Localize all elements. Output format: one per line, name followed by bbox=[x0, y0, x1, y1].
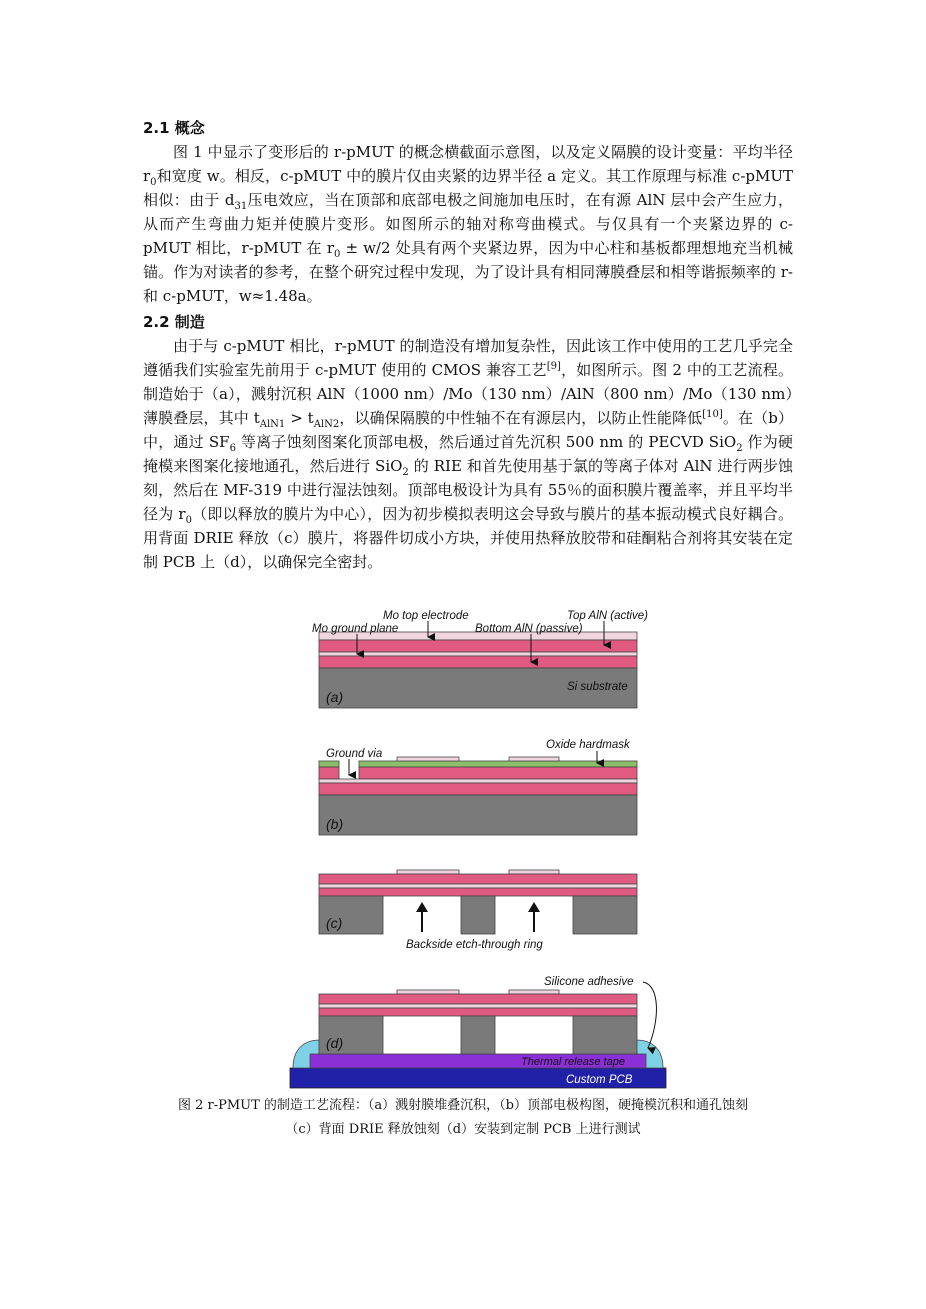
panel-b-label: (b) bbox=[326, 816, 344, 832]
process-flow-diagram bbox=[280, 600, 680, 1095]
bottom-aln-layer bbox=[319, 656, 637, 668]
bottom-aln-layer bbox=[319, 783, 637, 795]
section-2-1-paragraph: 图 1 中显示了变形后的 r-pMUT 的概念横截面示意图，以及定义隔膜的设计变量：平均半径 $r_0$和宽度 w。相反，c-pMUT 中的膜片仅由夹紧的边界半径 a 定义。其工作原理与标准 c-pMUT 相似：由于 $d_{31}$压电效应，当在顶部和底部电极之间施加电压时，在有源 AlN 层中会产生应力，从而产生弯曲力矩并使膜片变形。如图所示的轴对称弯曲模式。与仅具有一个夹紧边界的 c-pMUT 相比，r-pMUT 在 $r_0 \pm w/2$ 处具有两个夹紧边界，因为中心柱和基板都理想地充当机械锚。作为对读者的参考，在整个研究过程中发现，为了设计具有相同薄膜叠层和相等谐振频率的 r-和 c-pMUT，w≈1.48a。 bbox=[143, 143, 794, 305]
top-electrode-2 bbox=[509, 757, 559, 761]
section-2-1-heading: 2.1 概念 bbox=[143, 119, 205, 137]
oxide-hardmask-left bbox=[319, 761, 339, 767]
panel-d bbox=[290, 976, 666, 1088]
section-2-2-paragraph: 由于与 c-pMUT 相比，r-pMUT 的制造没有增加复杂性，因此该工作中使用的工艺几乎完全遵循我们实验室先前用于 c-pMUT 使用的 CMOS 兼容工艺[9]，如图所示。图 2 中的工艺流程。制造始于（a），溅射沉积 AlN（1000 nm）/Mo（130 nm）/AlN（800 nm）/Mo（130 nm）薄膜叠层，其中 $t_{AlN1} > t_{AlN2}$，以确保隔膜的中性轴不在有源层内，以防止性能降低[10]。在（b）中，通过 $SF_6$ 等离子蚀刻图案化顶部电极，然后通过首先沉积 500 nm 的 PECVD SiO$_2$ 作为硬掩模来图案化接地通孔，然后进行 SiO$_2$ 的 RIE 和首先使用基于氯的等离子体对 AlN 进行两步蚀刻，然后在 MF-319 中进行湿法蚀刻。顶部电极设计为具有 55％的面积膜片覆盖率，并且平均半径为 $r_0$（即以释放的膜片为中心），因为初步模拟表明这会导致与膜片的基本振动模式良好耦合。用背面 DRIE 释放（c）膜片，将器件切成小方块，并使用热释放胶带和硅酮粘合剂将其安装在定制 PCB 上（d），以确保完全密封。 bbox=[143, 337, 794, 571]
label-si-substrate: Si substrate bbox=[567, 681, 628, 693]
substrate-right bbox=[573, 896, 637, 934]
mo-ground-layer bbox=[319, 884, 637, 888]
top-electrode-1 bbox=[397, 990, 459, 994]
top-aln-left bbox=[319, 767, 339, 779]
section-2-2-heading: 2.2 制造 bbox=[143, 313, 205, 331]
etch-arrow-right-head bbox=[528, 902, 540, 912]
mo-ground-layer bbox=[319, 652, 637, 656]
label-bottom-aln: Bottom AlN (passive) bbox=[475, 623, 583, 635]
label-mo-top-electrode: Mo top electrode bbox=[383, 610, 469, 622]
top-electrode-1 bbox=[397, 757, 459, 761]
label-mo-ground-plane: Mo ground plane bbox=[312, 623, 399, 635]
label-oxide-hardmask: Oxide hardmask bbox=[546, 739, 630, 751]
figure-caption-line-2: （c）背面 DRIE 释放蚀刻（d）安装到定制 PCB 上进行测试 bbox=[285, 1122, 641, 1137]
top-aln-layer bbox=[359, 767, 637, 779]
label-ground-via: Ground via bbox=[326, 748, 383, 760]
panel-c-label: (c) bbox=[326, 915, 343, 931]
etch-arrow-left-head bbox=[416, 902, 428, 912]
process-flow-figure bbox=[280, 600, 680, 1095]
label-silicone-adhesive: Silicone adhesive bbox=[544, 976, 634, 988]
top-aln-layer bbox=[319, 640, 637, 652]
bottom-aln-layer bbox=[319, 888, 637, 896]
arrow-silicone-adhesive bbox=[643, 982, 656, 1048]
top-electrode-1 bbox=[397, 870, 459, 874]
panel-a bbox=[312, 610, 648, 708]
panel-a-label: (a) bbox=[326, 689, 344, 705]
top-aln-layer bbox=[319, 874, 637, 884]
panel-d-label: (d) bbox=[326, 1035, 344, 1051]
substrate-center-post bbox=[461, 896, 495, 934]
figure-caption-line-1: 图 2 r-PMUT 的制造工艺流程：（a）溅射膜堆叠沉积，（b）顶部电极构图，硬掩模沉积和通孔蚀刻 bbox=[177, 1098, 749, 1113]
label-custom-pcb: Custom PCB bbox=[566, 1074, 633, 1086]
si-substrate bbox=[319, 795, 637, 835]
top-electrode-2 bbox=[509, 870, 559, 874]
label-thermal-release-tape: Thermal release tape bbox=[521, 1056, 625, 1068]
label-backside-etch: Backside etch-through ring bbox=[406, 939, 543, 951]
top-electrode-2 bbox=[509, 990, 559, 994]
oxide-hardmask bbox=[359, 761, 637, 767]
panel-b bbox=[319, 739, 637, 835]
mo-ground-layer bbox=[319, 1004, 637, 1008]
substrate-center-post bbox=[461, 1016, 495, 1054]
substrate-right bbox=[573, 1016, 637, 1054]
bottom-aln-layer bbox=[319, 1008, 637, 1016]
label-top-aln: Top AlN (active) bbox=[567, 610, 648, 622]
top-aln-layer bbox=[319, 994, 637, 1004]
mo-ground-layer bbox=[319, 779, 637, 783]
panel-c bbox=[319, 870, 637, 951]
